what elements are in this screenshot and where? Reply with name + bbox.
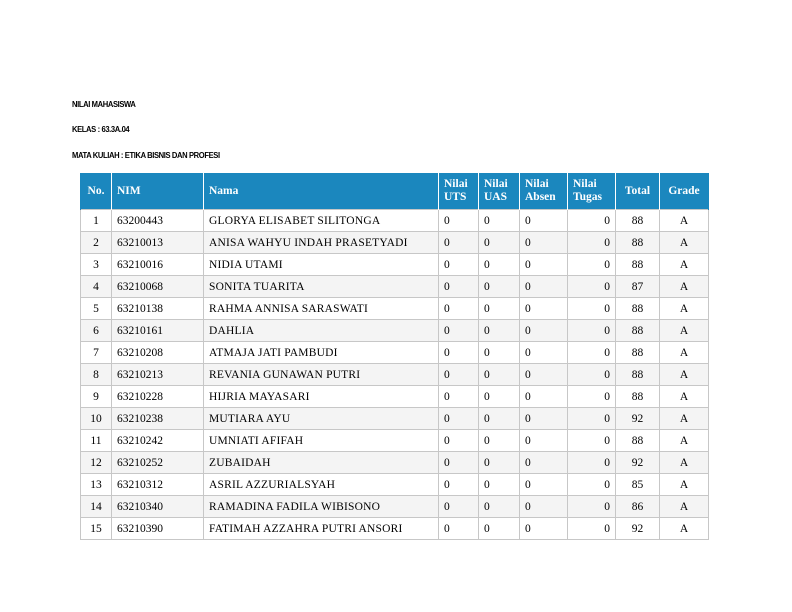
score-total: 92 <box>616 518 660 540</box>
score-tugas: 0 <box>568 210 616 232</box>
score-uas: 0 <box>479 386 520 408</box>
row-number: 2 <box>81 232 112 254</box>
score-tugas: 0 <box>568 408 616 430</box>
grades-table <box>80 173 709 540</box>
student-name: RAMADINA FADILA WIBISONO <box>204 496 439 518</box>
student-nim: 63210213 <box>112 364 204 386</box>
student-name: GLORYA ELISABET SILITONGA <box>204 210 439 232</box>
score-tugas: 0 <box>568 298 616 320</box>
score-total: 85 <box>616 474 660 496</box>
student-nim: 63210161 <box>112 320 204 342</box>
student-grade: A <box>660 298 709 320</box>
score-tugas: 0 <box>568 254 616 276</box>
column-header-no: No. <box>81 173 112 210</box>
score-uas: 0 <box>479 210 520 232</box>
score-uts: 0 <box>439 254 479 276</box>
student-nim: 63210228 <box>112 386 204 408</box>
score-uas: 0 <box>479 320 520 342</box>
table-row <box>81 320 709 342</box>
score-absen: 0 <box>520 298 568 320</box>
score-tugas: 0 <box>568 320 616 342</box>
score-total: 88 <box>616 430 660 452</box>
score-uas: 0 <box>479 364 520 386</box>
score-tugas: 0 <box>568 364 616 386</box>
score-tugas: 0 <box>568 232 616 254</box>
student-grade: A <box>660 276 709 298</box>
page-title: NILAI MAHASISWA <box>72 100 136 109</box>
score-uts: 0 <box>439 452 479 474</box>
score-absen: 0 <box>520 408 568 430</box>
score-absen: 0 <box>520 430 568 452</box>
row-number: 3 <box>81 254 112 276</box>
score-tugas: 0 <box>568 474 616 496</box>
student-nim: 63210252 <box>112 452 204 474</box>
student-grade: A <box>660 496 709 518</box>
row-number: 15 <box>81 518 112 540</box>
score-uas: 0 <box>479 452 520 474</box>
score-total: 88 <box>616 232 660 254</box>
student-nim: 63200443 <box>112 210 204 232</box>
row-number: 9 <box>81 386 112 408</box>
score-uts: 0 <box>439 386 479 408</box>
row-number: 7 <box>81 342 112 364</box>
student-grade: A <box>660 452 709 474</box>
score-uas: 0 <box>479 474 520 496</box>
score-uts: 0 <box>439 518 479 540</box>
student-nim: 63210068 <box>112 276 204 298</box>
column-header-uts: Nilai UTS <box>439 173 479 210</box>
student-name: HIJRIA MAYASARI <box>204 386 439 408</box>
score-total: 88 <box>616 210 660 232</box>
score-total: 88 <box>616 254 660 276</box>
score-total: 92 <box>616 408 660 430</box>
column-header-tugas: Nilai Tugas <box>568 173 616 210</box>
score-tugas: 0 <box>568 496 616 518</box>
score-tugas: 0 <box>568 276 616 298</box>
row-number: 1 <box>81 210 112 232</box>
score-tugas: 0 <box>568 452 616 474</box>
row-number: 11 <box>81 430 112 452</box>
score-uas: 0 <box>479 232 520 254</box>
table-header-row <box>81 173 709 210</box>
table-row <box>81 210 709 232</box>
student-grade: A <box>660 210 709 232</box>
score-uas: 0 <box>479 408 520 430</box>
score-uts: 0 <box>439 430 479 452</box>
student-name: ZUBAIDAH <box>204 452 439 474</box>
student-name: ATMAJA JATI PAMBUDI <box>204 342 439 364</box>
table-row <box>81 496 709 518</box>
score-absen: 0 <box>520 210 568 232</box>
score-absen: 0 <box>520 496 568 518</box>
score-total: 88 <box>616 298 660 320</box>
student-grade: A <box>660 364 709 386</box>
student-nim: 63210208 <box>112 342 204 364</box>
column-header-absen: Nilai Absen <box>520 173 568 210</box>
table-row <box>81 276 709 298</box>
score-total: 87 <box>616 276 660 298</box>
score-uts: 0 <box>439 232 479 254</box>
student-name: SONITA TUARITA <box>204 276 439 298</box>
table-row <box>81 364 709 386</box>
score-tugas: 0 <box>568 430 616 452</box>
student-nim: 63210238 <box>112 408 204 430</box>
student-name: NIDIA UTAMI <box>204 254 439 276</box>
column-header-nama: Nama <box>204 173 439 210</box>
student-nim: 63210016 <box>112 254 204 276</box>
score-uts: 0 <box>439 496 479 518</box>
column-header-total: Total <box>616 173 660 210</box>
score-absen: 0 <box>520 342 568 364</box>
score-uts: 0 <box>439 210 479 232</box>
score-uts: 0 <box>439 298 479 320</box>
student-nim: 63210390 <box>112 518 204 540</box>
score-absen: 0 <box>520 452 568 474</box>
student-grade: A <box>660 408 709 430</box>
student-name: REVANIA GUNAWAN PUTRI <box>204 364 439 386</box>
score-uts: 0 <box>439 408 479 430</box>
table-row <box>81 518 709 540</box>
score-absen: 0 <box>520 320 568 342</box>
score-uas: 0 <box>479 254 520 276</box>
row-number: 4 <box>81 276 112 298</box>
score-uas: 0 <box>479 496 520 518</box>
score-absen: 0 <box>520 254 568 276</box>
row-number: 14 <box>81 496 112 518</box>
student-name: UMNIATI AFIFAH <box>204 430 439 452</box>
score-total: 88 <box>616 364 660 386</box>
table-row <box>81 386 709 408</box>
student-nim: 63210312 <box>112 474 204 496</box>
score-absen: 0 <box>520 364 568 386</box>
student-grade: A <box>660 474 709 496</box>
score-tugas: 0 <box>568 518 616 540</box>
table-row <box>81 474 709 496</box>
student-grade: A <box>660 320 709 342</box>
score-total: 88 <box>616 386 660 408</box>
score-uas: 0 <box>479 430 520 452</box>
student-name: ANISA WAHYU INDAH PRASETYADI <box>204 232 439 254</box>
student-grade: A <box>660 518 709 540</box>
score-total: 88 <box>616 320 660 342</box>
table-row <box>81 254 709 276</box>
row-number: 12 <box>81 452 112 474</box>
table-row <box>81 430 709 452</box>
student-grade: A <box>660 254 709 276</box>
score-uts: 0 <box>439 320 479 342</box>
score-uas: 0 <box>479 298 520 320</box>
student-grade: A <box>660 386 709 408</box>
score-absen: 0 <box>520 232 568 254</box>
score-total: 92 <box>616 452 660 474</box>
student-name: RAHMA ANNISA SARASWATI <box>204 298 439 320</box>
student-grade: A <box>660 430 709 452</box>
student-grade: A <box>660 232 709 254</box>
student-nim: 63210242 <box>112 430 204 452</box>
score-uts: 0 <box>439 342 479 364</box>
score-absen: 0 <box>520 276 568 298</box>
student-nim: 63210013 <box>112 232 204 254</box>
table-row <box>81 342 709 364</box>
score-uas: 0 <box>479 276 520 298</box>
table-row <box>81 232 709 254</box>
row-number: 5 <box>81 298 112 320</box>
row-number: 8 <box>81 364 112 386</box>
score-total: 86 <box>616 496 660 518</box>
score-absen: 0 <box>520 474 568 496</box>
student-name: FATIMAH AZZAHRA PUTRI ANSORI <box>204 518 439 540</box>
score-tugas: 0 <box>568 342 616 364</box>
student-nim: 63210340 <box>112 496 204 518</box>
table-row <box>81 408 709 430</box>
column-header-nim: NIM <box>112 173 204 210</box>
table-row <box>81 298 709 320</box>
score-uas: 0 <box>479 518 520 540</box>
column-header-uas: Nilai UAS <box>479 173 520 210</box>
score-tugas: 0 <box>568 386 616 408</box>
table-body <box>81 210 709 540</box>
column-header-grade: Grade <box>660 173 709 210</box>
row-number: 13 <box>81 474 112 496</box>
student-name: ASRIL AZZURIALSYAH <box>204 474 439 496</box>
student-nim: 63210138 <box>112 298 204 320</box>
score-uts: 0 <box>439 364 479 386</box>
score-uts: 0 <box>439 276 479 298</box>
row-number: 6 <box>81 320 112 342</box>
score-total: 88 <box>616 342 660 364</box>
score-absen: 0 <box>520 386 568 408</box>
student-name: DAHLIA <box>204 320 439 342</box>
class-label: KELAS : 63.3A.04 <box>72 125 130 134</box>
student-grade: A <box>660 342 709 364</box>
student-name: MUTIARA AYU <box>204 408 439 430</box>
table-row <box>81 452 709 474</box>
course-label: MATA KULIAH : ETIKA BISNIS DAN PROFESI <box>72 151 220 160</box>
score-uts: 0 <box>439 474 479 496</box>
row-number: 10 <box>81 408 112 430</box>
score-uas: 0 <box>479 342 520 364</box>
score-absen: 0 <box>520 518 568 540</box>
